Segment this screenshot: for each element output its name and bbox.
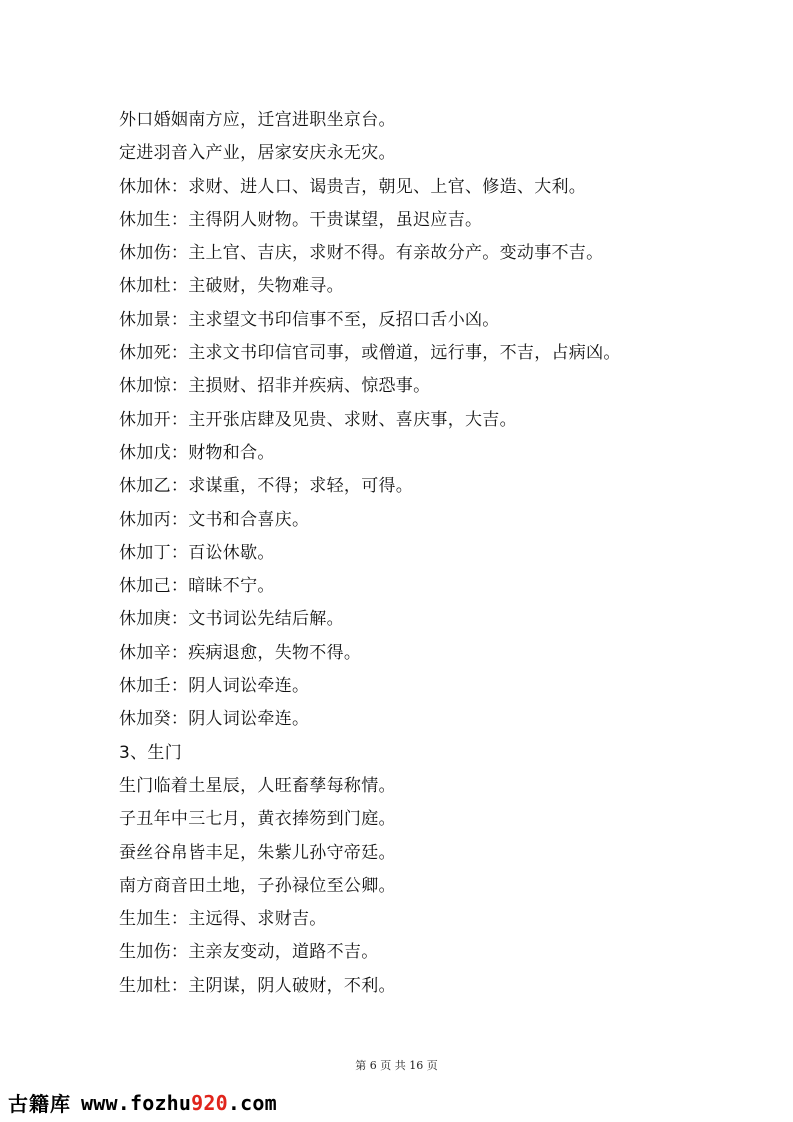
text-line: 生加杜：主阴谋，阴人破财，不利。 <box>119 975 396 996</box>
text-line: 休加景：主求望文书印信事不至，反招口舌小凶。 <box>119 309 500 330</box>
site-watermark <box>8 1088 277 1117</box>
text-line: 休加伤：主上官、吉庆，求财不得。有亲故分产。变动事不吉。 <box>119 243 604 264</box>
text-line: 蚕丝谷帛皆丰足，朱紫儿孙守帝廷。 <box>119 842 396 863</box>
text-line: 休加癸：阴人词讼牵连。 <box>119 709 310 730</box>
text-line: 休加戊：财物和合。 <box>119 442 275 463</box>
text-line: 休加丁：百讼休歇。 <box>119 542 275 563</box>
text-line: 生门临着土星辰，人旺畜孳每称情。 <box>119 775 396 796</box>
text-line: 定进羽音入产业，居家安庆永无灾。 <box>119 143 396 164</box>
text-line: 休加开：主开张店肆及见贵、求财、喜庆事，大吉。 <box>119 409 517 430</box>
text-line: 休加己：暗昧不宁。 <box>119 576 275 597</box>
text-line: 外口婚姻南方应，迁宫进职坐京台。 <box>119 110 396 130</box>
text-line: 休加惊：主损财、招非并疾病、惊恐事。 <box>119 376 431 397</box>
text-line: 南方商音田土地，子孙禄位至公卿。 <box>119 875 396 896</box>
text-line: 休加庚：文书词讼先结后解。 <box>119 609 344 630</box>
text-line: 生加伤：主亲友变动，道路不吉。 <box>119 942 379 963</box>
watermark-url <box>81 1091 277 1115</box>
text-line: 休加休：求财、进人口、谒贵吉，朝见、上官、修造、大利。 <box>119 176 587 197</box>
document-body <box>119 104 719 1003</box>
watermark-url-suffix: .com <box>227 1090 277 1115</box>
text-line: 休加丙：文书和合喜庆。 <box>119 509 310 530</box>
text-line: 休加死：主求文书印信官司事，或僧道，远行事，不吉，占病凶。 <box>119 343 621 364</box>
page-number: 第 6 页 共 16 页 <box>355 1059 438 1072</box>
section-heading: 3、生门 <box>119 742 183 763</box>
text-line: 休加乙：求谋重，不得；求轻，可得。 <box>119 476 414 497</box>
text-line: 休加生：主得阴人财物。干贵谋望，虽迟应吉。 <box>119 209 483 230</box>
text-line: 子丑年中三七月，黄衣捧笏到门庭。 <box>119 809 396 830</box>
text-line: 休加辛：疾病退愈，失物不得。 <box>119 642 362 663</box>
text-line: 生加生：主远得、求财吉。 <box>119 909 327 930</box>
text-line: 休加壬：阴人词讼牵连。 <box>119 676 310 697</box>
text-line: 休加杜：主破财，失物难寻。 <box>119 276 344 297</box>
watermark-url-prefix: www.fozhu <box>81 1090 192 1115</box>
watermark-name: 古籍库 <box>8 1092 71 1116</box>
watermark-url-number: 920 <box>191 1090 228 1115</box>
